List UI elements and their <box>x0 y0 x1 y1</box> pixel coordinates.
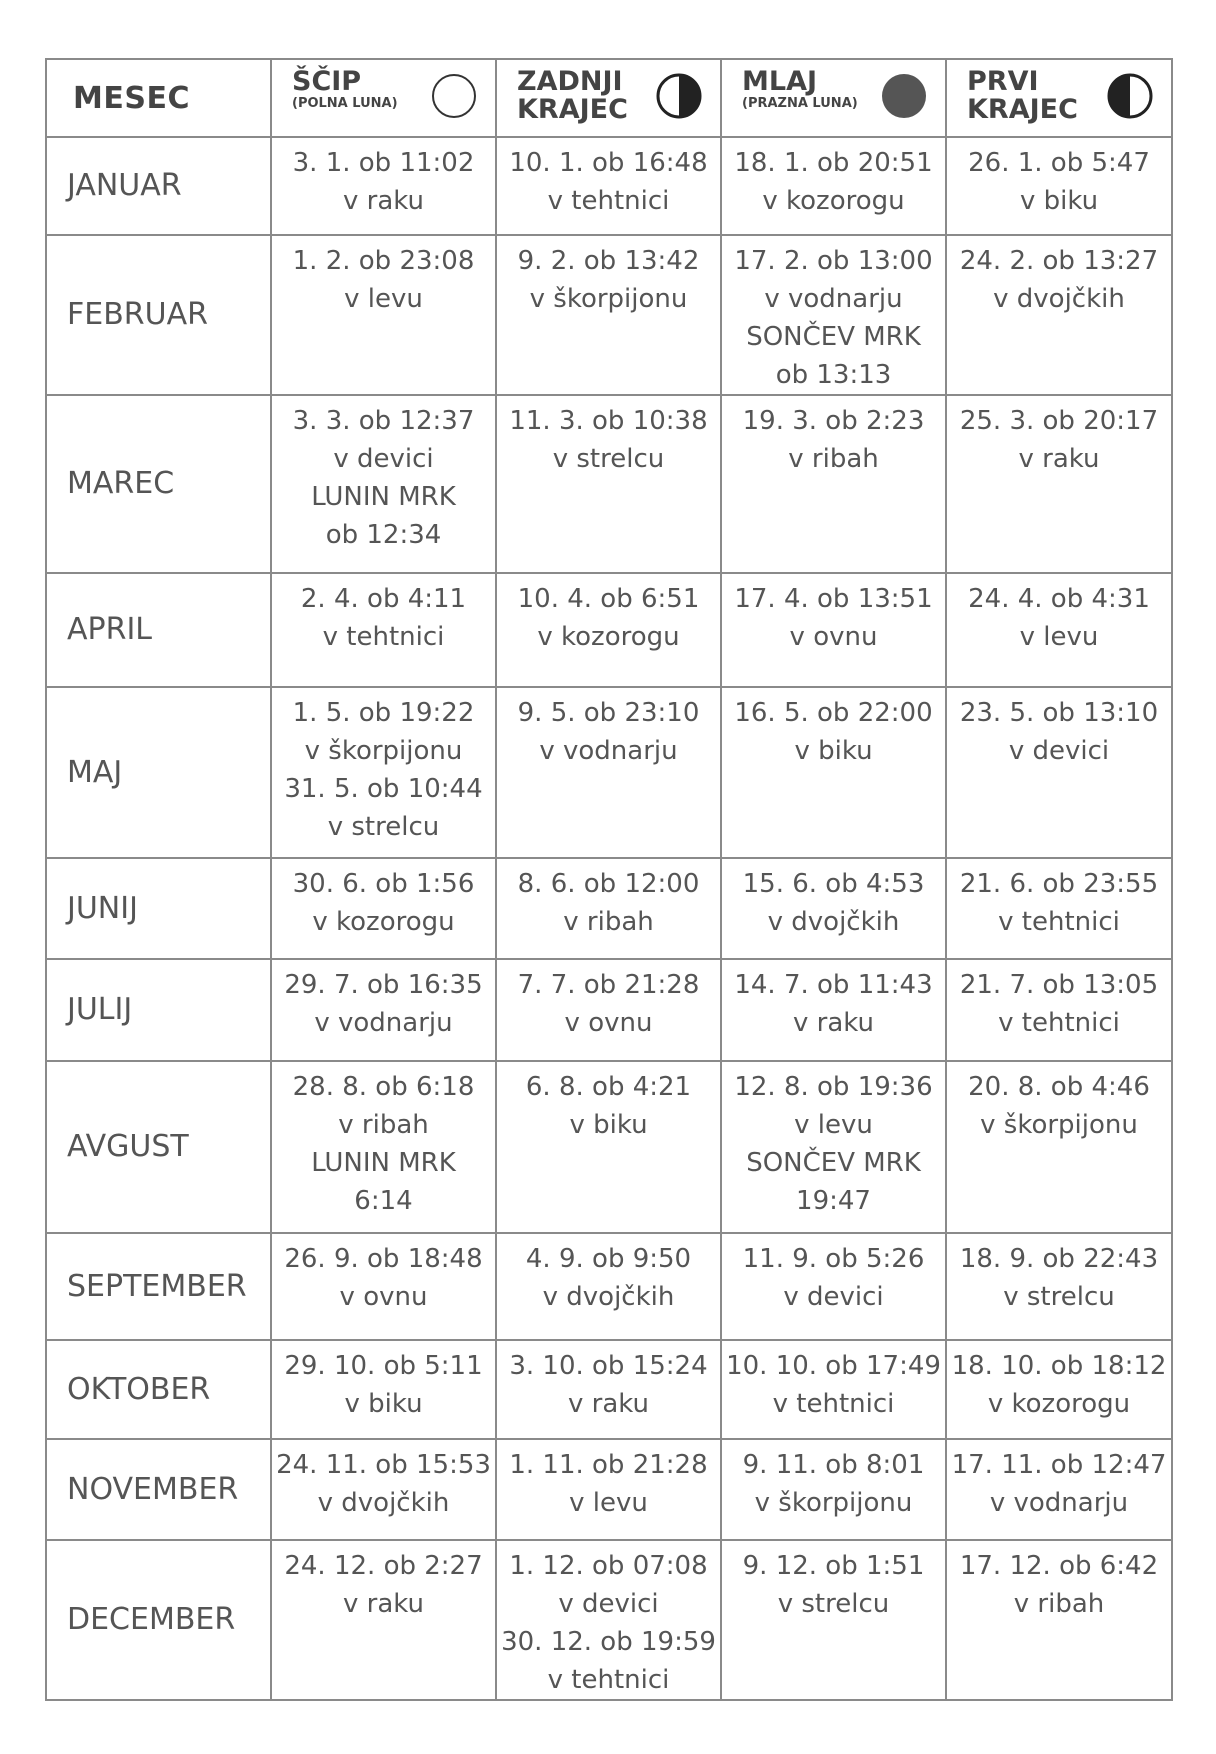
phase-cell <box>271 1233 496 1340</box>
phase-cell-line: 21. 6. ob 23:55 <box>959 869 1159 899</box>
phase-cell <box>946 1061 1172 1233</box>
phase-cell <box>496 137 721 235</box>
phase-cell <box>946 235 1172 395</box>
phase-cell-line: 18. 10. ob 18:12 <box>951 1351 1167 1381</box>
phase-cell-line: 15. 6. ob 4:53 <box>742 869 925 899</box>
phase-cell-line: v biku <box>569 1110 648 1140</box>
phase-cell-line: 1. 2. ob 23:08 <box>292 246 475 276</box>
phase-cell <box>721 959 946 1061</box>
phase-cell <box>721 1340 946 1439</box>
phase-cell-line: 30. 6. ob 1:56 <box>292 869 475 899</box>
phase-cell-line: v biku <box>1019 186 1099 216</box>
table-row <box>46 959 1172 1061</box>
phase-cell-line: 6:14 <box>354 1186 413 1216</box>
phase-cell <box>946 858 1172 959</box>
table-row <box>46 687 1172 858</box>
phase-cell-line: 31. 5. ob 10:44 <box>284 774 483 804</box>
month-cell: MAREC <box>46 395 271 573</box>
phase-title-line2: KRAJEC <box>967 94 1078 125</box>
table-row <box>46 395 1172 573</box>
phase-cell <box>721 687 946 858</box>
phase-cell-line: 24. 12. ob 2:27 <box>284 1551 483 1581</box>
phase-cell-line: v levu <box>1019 622 1099 652</box>
phase-cell-line: 11. 3. ob 10:38 <box>509 406 708 436</box>
phase-cell-line: v strelcu <box>552 444 665 474</box>
phase-cell-line: v dvojčkih <box>542 1282 675 1312</box>
phase-cell <box>946 1439 1172 1540</box>
phase-cell <box>496 687 721 858</box>
phase-title: MLAJ <box>742 66 818 97</box>
phase-title: PRVI <box>967 66 1039 97</box>
phase-cell <box>721 1233 946 1340</box>
phase-cell <box>721 1540 946 1700</box>
phase-cell-line: 24. 11. ob 15:53 <box>276 1450 491 1480</box>
phase-cell-line: 25. 3. ob 20:17 <box>959 406 1159 436</box>
phase-cell-line: 20. 8. ob 4:46 <box>968 1072 1150 1102</box>
phase-cell-line: v škorpijonu <box>529 284 688 314</box>
phase-cell-line: 19:47 <box>796 1186 871 1216</box>
phase-cell-line: v biku <box>344 1389 423 1419</box>
table-row <box>46 858 1172 959</box>
phase-cell-line: LUNIN MRK <box>311 1148 456 1178</box>
phase-cell-line: 9. 11. ob 8:01 <box>742 1450 925 1480</box>
phase-cell-line: 17. 12. ob 6:42 <box>959 1551 1159 1581</box>
phase-cell <box>946 1233 1172 1340</box>
phase-title: ŠČIP <box>292 66 362 97</box>
phase-cell-line: LUNIN MRK <box>311 482 456 512</box>
phase-cell-line: v levu <box>794 1110 873 1140</box>
phase-cell-line: v levu <box>344 284 423 314</box>
phase-cell <box>721 1439 946 1540</box>
phase-cell <box>946 573 1172 687</box>
phase-cell <box>496 1061 721 1233</box>
phase-cell <box>271 687 496 858</box>
phase-cell <box>496 235 721 395</box>
phase-cell-line: 9. 2. ob 13:42 <box>517 246 700 276</box>
phase-cell <box>946 395 1172 573</box>
phase-cell-line: 24. 4. ob 4:31 <box>968 584 1150 614</box>
phase-title-line2: KRAJEC <box>517 94 628 125</box>
phase-cell-line: v raku <box>792 1008 874 1038</box>
phase-cell <box>946 1340 1172 1439</box>
phase-cell <box>271 395 496 573</box>
phase-cell <box>496 959 721 1061</box>
table-row <box>46 1439 1172 1540</box>
phase-cell-line: 29. 7. ob 16:35 <box>284 970 483 1000</box>
phase-cell <box>271 1340 496 1439</box>
phase-cell-line: 17. 2. ob 13:00 <box>734 246 933 276</box>
phase-cell-line: 18. 9. ob 22:43 <box>959 1244 1159 1274</box>
phase-cell-line: 17. 4. ob 13:51 <box>734 584 933 614</box>
phase-cell-line: v tehtnici <box>547 186 670 216</box>
phase-cell-line: v dvojčkih <box>317 1488 450 1518</box>
first-quarter-icon <box>1107 73 1153 119</box>
full-moon-icon <box>431 73 477 119</box>
month-cell: AVGUST <box>46 1061 271 1233</box>
phase-cell-line: 2. 4. ob 4:11 <box>300 584 467 614</box>
phase-cell-line: 9. 12. ob 1:51 <box>742 1551 925 1581</box>
month-cell: JULIJ <box>46 959 271 1061</box>
phase-cell <box>946 687 1172 858</box>
phase-cell <box>496 1233 721 1340</box>
phase-cell <box>721 858 946 959</box>
phase-cell-line: 16. 5. ob 22:00 <box>734 698 933 728</box>
phase-cell-line: 29. 10. ob 5:11 <box>284 1351 483 1381</box>
phase-cell-line: v vodnarju <box>539 736 678 766</box>
phase-cell-line: v strelcu <box>777 1589 890 1619</box>
phase-cell-line: 3. 10. ob 15:24 <box>509 1351 708 1381</box>
phase-cell-line: 18. 1. ob 20:51 <box>734 148 933 178</box>
table-row <box>46 235 1172 395</box>
phase-cell <box>721 395 946 573</box>
phase-cell-line: v vodnarju <box>314 1008 453 1038</box>
phase-cell <box>721 235 946 395</box>
month-cell: OKTOBER <box>46 1340 271 1439</box>
phase-cell-line: 11. 9. ob 5:26 <box>742 1244 925 1274</box>
phase-cell <box>496 1540 721 1700</box>
header-last-quarter <box>496 59 721 137</box>
phase-cell-line: v dvojčkih <box>767 907 900 937</box>
phase-cell-line: v ovnu <box>564 1008 653 1038</box>
phase-cell-line: 30. 12. ob 19:59 <box>501 1627 716 1657</box>
moon-phase-table <box>45 58 1173 1701</box>
header-full-moon <box>271 59 496 137</box>
phase-cell-line: v škorpijonu <box>304 736 463 766</box>
phase-cell <box>271 858 496 959</box>
phase-cell-line: v devici <box>333 444 434 474</box>
phase-cell-line: v tehtnici <box>998 907 1120 937</box>
table-row <box>46 137 1172 235</box>
phase-cell <box>946 959 1172 1061</box>
phase-cell <box>496 1439 721 1540</box>
phase-cell-line: v raku <box>342 1589 424 1619</box>
phase-cell-line: v tehtnici <box>998 1008 1120 1038</box>
phase-cell <box>271 573 496 687</box>
phase-cell-line: 6. 8. ob 4:21 <box>525 1072 692 1102</box>
phase-cell <box>946 1540 1172 1700</box>
phase-cell-line: 17. 11. ob 12:47 <box>951 1450 1167 1480</box>
phase-cell <box>496 1340 721 1439</box>
phase-cell <box>496 858 721 959</box>
phase-cell-line: v škorpijonu <box>754 1488 913 1518</box>
phase-cell-line: v strelcu <box>327 812 440 842</box>
phase-cell-line: v strelcu <box>1003 1282 1115 1312</box>
phase-cell-line: 1. 12. ob 07:08 <box>509 1551 708 1581</box>
phase-cell-line: v kozorogu <box>987 1389 1131 1419</box>
phase-cell-line: 9. 5. ob 23:10 <box>517 698 700 728</box>
phase-cell-line: v raku <box>567 1389 649 1419</box>
phase-cell <box>271 1439 496 1540</box>
phase-cell <box>271 1061 496 1233</box>
header-new-moon <box>721 59 946 137</box>
phase-cell-line: 7. 7. ob 21:28 <box>517 970 700 1000</box>
phase-cell-line: v ribah <box>338 1110 429 1140</box>
phase-cell-line: 3. 1. ob 11:02 <box>292 148 475 178</box>
header-row <box>46 59 1172 137</box>
phase-cell-line: v ovnu <box>789 622 878 652</box>
phase-cell-line: v tehtnici <box>547 1665 670 1695</box>
phase-title: ZADNJI <box>517 66 623 97</box>
table-row <box>46 1540 1172 1700</box>
phase-cell <box>271 235 496 395</box>
phase-cell-line: 1. 11. ob 21:28 <box>509 1450 708 1480</box>
table-row <box>46 1233 1172 1340</box>
phase-cell-line: v kozorogu <box>762 186 905 216</box>
month-cell: DECEMBER <box>46 1540 271 1700</box>
phase-cell <box>721 137 946 235</box>
phase-cell-line: v kozorogu <box>537 622 680 652</box>
phase-cell <box>496 395 721 573</box>
header-month <box>46 59 271 137</box>
phase-cell <box>946 137 1172 235</box>
phase-cell-line: v škorpijonu <box>980 1110 1138 1140</box>
phase-cell-line: v ribah <box>563 907 654 937</box>
phase-cell-line: v tehtnici <box>322 622 445 652</box>
phase-cell-line: 12. 8. ob 19:36 <box>734 1072 933 1102</box>
phase-cell <box>721 573 946 687</box>
table-row <box>46 1061 1172 1233</box>
phase-cell-line: v devici <box>558 1589 659 1619</box>
phase-cell-line: v ribah <box>1013 1589 1105 1619</box>
phase-cell-line: 19. 3. ob 2:23 <box>742 406 925 436</box>
phase-cell-line: v kozorogu <box>312 907 455 937</box>
phase-cell-line: ob 12:34 <box>325 520 442 550</box>
phase-cell-line: 8. 6. ob 12:00 <box>517 869 700 899</box>
phase-cell-line: 10. 10. ob 17:49 <box>726 1351 941 1381</box>
phase-cell-line: 10. 4. ob 6:51 <box>517 584 700 614</box>
month-cell: NOVEMBER <box>46 1439 271 1540</box>
phase-cell <box>271 1540 496 1700</box>
phase-cell-line: v raku <box>1018 444 1100 474</box>
phase-cell-line: 28. 8. ob 6:18 <box>292 1072 475 1102</box>
month-cell: JANUAR <box>46 137 271 235</box>
phase-cell-line: 26. 1. ob 5:47 <box>968 148 1150 178</box>
phase-cell-line: 24. 2. ob 13:27 <box>959 246 1159 276</box>
phase-cell <box>721 1061 946 1233</box>
month-column-label: MESEC <box>73 80 190 116</box>
phase-cell-line: v devici <box>1008 736 1110 766</box>
phase-cell-line: 26. 9. ob 18:48 <box>284 1244 483 1274</box>
last-quarter-icon <box>656 73 702 119</box>
phase-cell-line: SONČEV MRK <box>746 1148 921 1178</box>
phase-cell-line: v vodnarju <box>764 284 903 314</box>
phase-cell-line: 4. 9. ob 9:50 <box>525 1244 692 1274</box>
phase-subtitle: (POLNA LUNA) <box>292 96 398 111</box>
phase-cell-line: 1. 5. ob 19:22 <box>292 698 475 728</box>
phase-cell <box>496 573 721 687</box>
table-row <box>46 573 1172 687</box>
header-first-quarter <box>946 59 1172 137</box>
phase-cell-line: v levu <box>569 1488 648 1518</box>
month-cell: SEPTEMBER <box>46 1233 271 1340</box>
phase-cell-line: SONČEV MRK <box>746 322 921 352</box>
month-cell: FEBRUAR <box>46 235 271 395</box>
table-row <box>46 1340 1172 1439</box>
phase-cell-line: 3. 3. ob 12:37 <box>292 406 475 436</box>
phase-cell-line: 14. 7. ob 11:43 <box>734 970 933 1000</box>
phase-cell-line: 10. 1. ob 16:48 <box>509 148 708 178</box>
phase-cell-line: v ovnu <box>339 1282 428 1312</box>
month-cell: MAJ <box>46 687 271 858</box>
phase-cell-line: v dvojčkih <box>993 284 1125 314</box>
phase-cell-line: v devici <box>783 1282 884 1312</box>
month-cell: APRIL <box>46 573 271 687</box>
new-moon-icon <box>881 73 927 119</box>
phase-cell-line: v vodnarju <box>989 1488 1129 1518</box>
phase-cell <box>271 137 496 235</box>
phase-cell-line: 21. 7. ob 13:05 <box>959 970 1159 1000</box>
phase-cell-line: v biku <box>794 736 873 766</box>
phase-subtitle: (PRAZNA LUNA) <box>742 96 858 111</box>
phase-cell-line: ob 13:13 <box>775 360 892 390</box>
phase-cell-line: v raku <box>342 186 424 216</box>
phase-cell-line: v ribah <box>788 444 879 474</box>
phase-cell-line: v tehtnici <box>772 1389 895 1419</box>
phase-cell <box>271 959 496 1061</box>
phase-cell-line: 23. 5. ob 13:10 <box>959 698 1159 728</box>
month-cell: JUNIJ <box>46 858 271 959</box>
